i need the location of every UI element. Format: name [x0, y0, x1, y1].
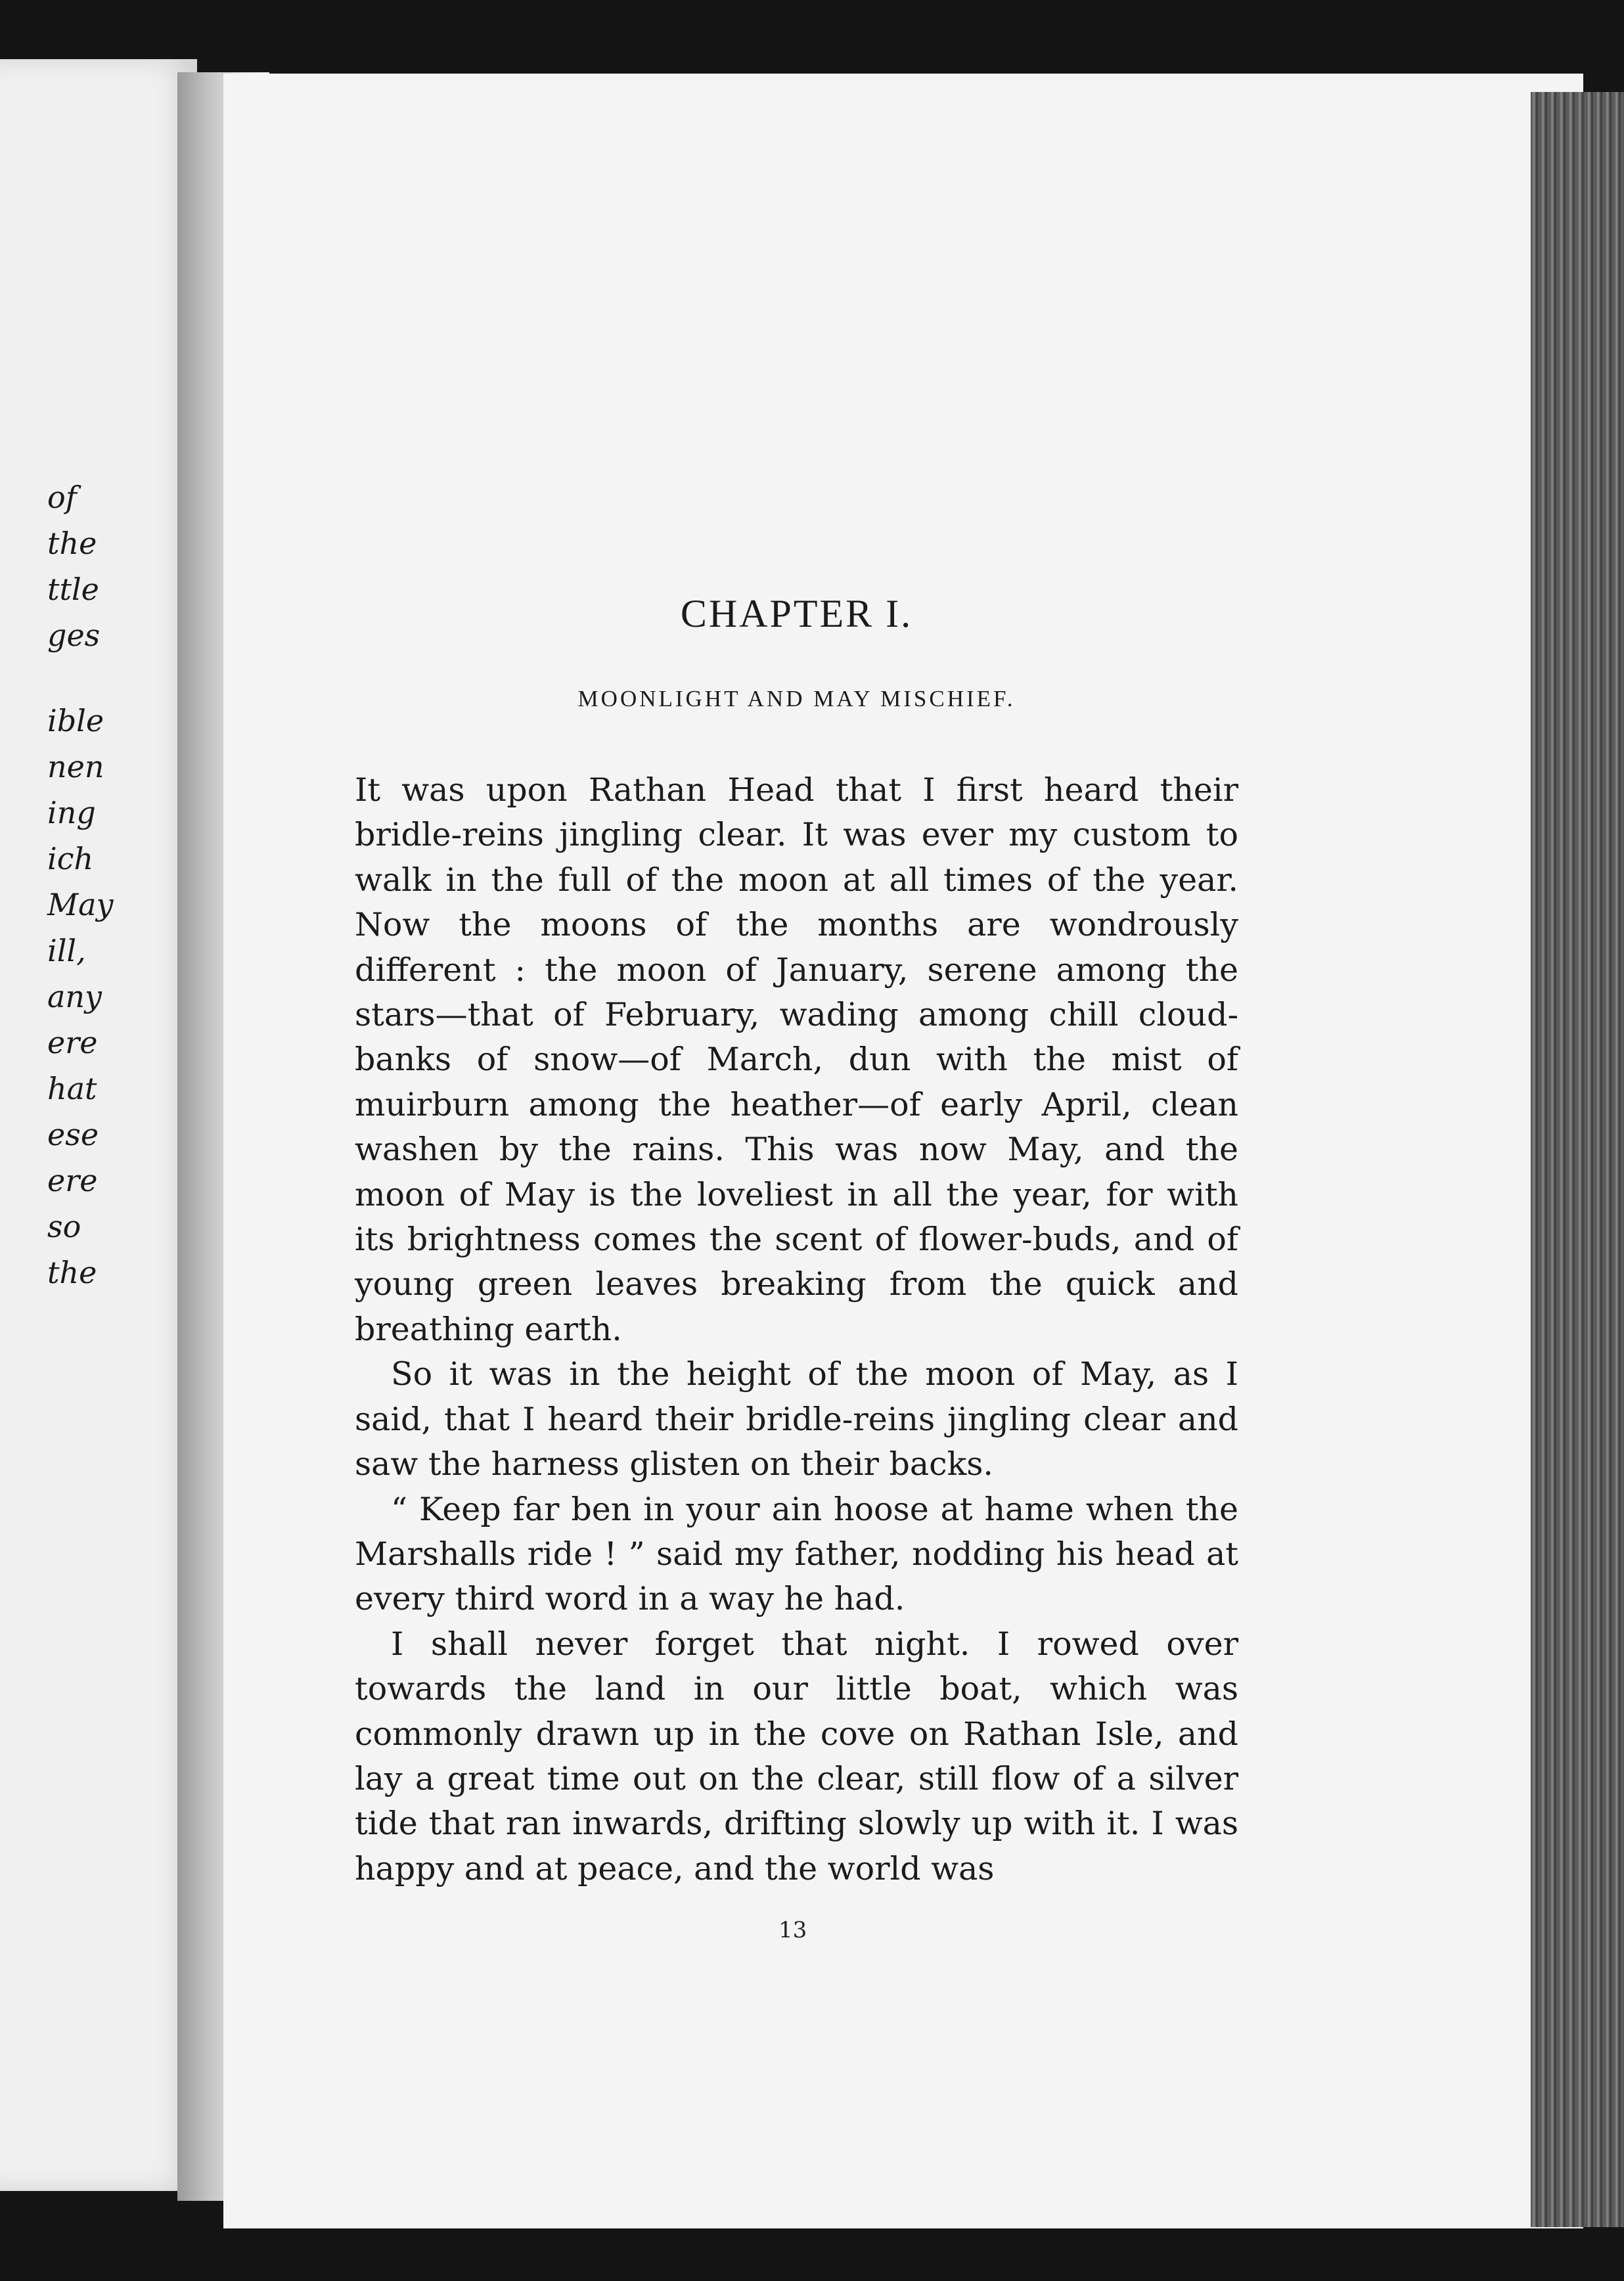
paragraph: “ Keep far ben in your ain hoose at hame when the Marshalls ride ! ” said my father, nodding his head at every third word in a way he had.	[355, 1490, 1238, 1618]
facing-page-fragment: the	[47, 1255, 97, 1290]
page-body	[355, 591, 1238, 1891]
facing-page-fragment: ese	[47, 1117, 99, 1152]
page-edges	[1531, 92, 1624, 2227]
facing-page-fragment: ges	[47, 618, 101, 653]
facing-page-fragment: nen	[47, 749, 104, 784]
facing-page-fragment: ttle	[47, 572, 99, 607]
page-number: 13	[778, 1917, 807, 1943]
facing-page-fragment: ere	[47, 1163, 98, 1198]
facing-page-fragment: the	[47, 526, 97, 561]
facing-page-fragment: ill,	[47, 933, 86, 968]
facing-page-fragment: ing	[47, 795, 96, 830]
facing-page-fragment: so	[47, 1209, 81, 1244]
facing-page-fragment: ere	[47, 1025, 98, 1060]
paragraph: It was upon Rathan Head that I first heard their bridle-reins jingling clear. It was ever my custom to walk in the full of the moon at all times of the year. Now the moons of the months are wondrously different : the moon of January, serene among the stars—that of February, wading among chill cloud-banks of snow—of March, dun with the mist of muirburn among the heather—of early April, clean washen by the rains. This was now May, and the moon of May is the loveliest in all the year, for with its brightness comes the scent of flower-buds, and of young green leaves breaking from the quick and breathing earth.	[355, 771, 1238, 1348]
facing-page-fragment: May	[47, 887, 114, 922]
facing-page-left	[0, 59, 197, 2191]
paragraph: I shall never forget that night. I rowed over towards the land in our little boat, which was commonly drawn up in the cove on Rathan Isle, and lay a great time out on the clear, still flow of a silver tide that ran inwards, drifting slowly up with it. I was happy and at peace, and the world was	[355, 1625, 1238, 1887]
facing-page-fragment: of	[47, 480, 77, 515]
facing-page-fragment: ible	[47, 703, 104, 738]
facing-page-fragment: hat	[47, 1071, 97, 1106]
facing-page-fragment: any	[47, 979, 102, 1014]
chapter-subtitle: MOONLIGHT AND MAY MISCHIEF.	[577, 686, 1016, 711]
facing-page-fragment: ich	[47, 841, 94, 876]
chapter-title: CHAPTER I.	[680, 592, 913, 635]
paragraph: So it was in the height of the moon of May, as I said, that I heard their bridle-reins jingling clear and saw the harness glisten on their backs.	[355, 1355, 1238, 1483]
